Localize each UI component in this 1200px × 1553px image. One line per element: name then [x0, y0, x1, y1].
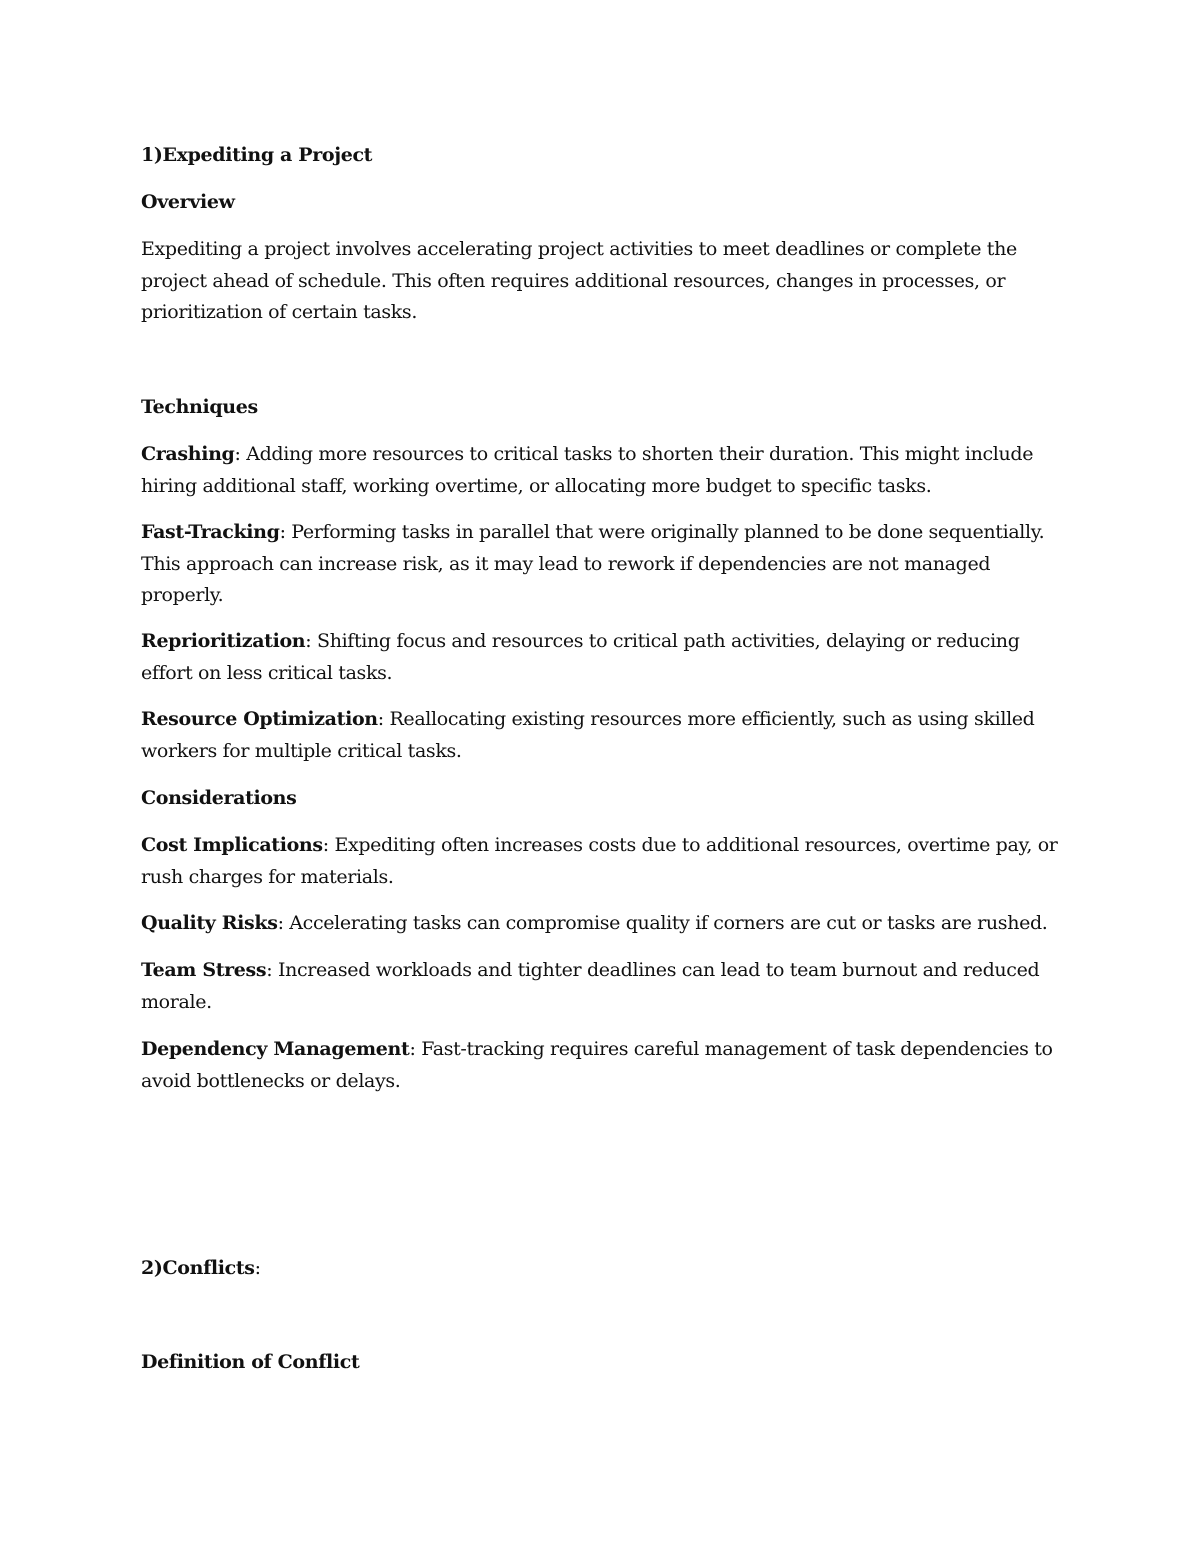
- overview-paragraph: Expediting a project involves accelerating project activities to meet deadlines or complete the project ahead of schedule. This often requires additional resources, changes in processes, or prioritization of certain tasks.: [141, 238, 1017, 323]
- section2-title: [141, 1253, 1071, 1285]
- term-description: : Expediting often increases costs due to additional resources, overtime pay, or rush charges for materials.: [141, 834, 1058, 888]
- term-label: Cost Implications: [141, 834, 323, 856]
- term-label: Dependency Management: [141, 1038, 410, 1060]
- consideration-team-stress: [141, 955, 1071, 1018]
- techniques-heading: Techniques: [141, 396, 258, 418]
- term-description: : Fast-tracking requires careful management of task dependencies to avoid bottlenecks or delays.: [141, 1038, 1053, 1092]
- technique-crashing: [141, 439, 1071, 502]
- term-label: Resource Optimization: [141, 708, 378, 730]
- technique-fast-tracking: [141, 517, 1071, 612]
- technique-resource-optimization: [141, 704, 1071, 767]
- term-label: Fast-Tracking: [141, 521, 280, 543]
- considerations-heading: Considerations: [141, 787, 297, 809]
- term-label: Quality Risks: [141, 912, 278, 934]
- section2-title-text: 2)Conflicts: [141, 1257, 255, 1279]
- term-description: : Increased workloads and tighter deadlines can lead to team burnout and reduced morale.: [141, 959, 1040, 1013]
- technique-reprioritization: [141, 626, 1071, 689]
- term-label: Crashing: [141, 443, 235, 465]
- term-description: : Shifting focus and resources to critical path activities, delaying or reducing effort on less critical tasks.: [141, 630, 1020, 684]
- section2-title-suffix: :: [254, 1257, 261, 1279]
- definition-heading: Definition of Conflict: [141, 1351, 360, 1373]
- consideration-dependency: [141, 1034, 1071, 1097]
- overview-heading: Overview: [141, 191, 235, 213]
- consideration-quality: [141, 908, 1071, 940]
- consideration-cost: [141, 830, 1071, 893]
- term-description: : Reallocating existing resources more efficiently, such as using skilled workers for multiple critical tasks.: [141, 708, 1035, 762]
- term-label: Team Stress: [141, 959, 267, 981]
- term-description: : Performing tasks in parallel that were originally planned to be done sequentially. This approach can increase risk, as it may lead to rework if dependencies are not managed properly.: [141, 521, 1045, 606]
- section1-title: 1)Expediting a Project: [141, 144, 373, 166]
- term-label: Reprioritization: [141, 630, 306, 652]
- term-description: : Accelerating tasks can compromise quality if corners are cut or tasks are rushed.: [277, 912, 1048, 934]
- term-description: : Adding more resources to critical tasks to shorten their duration. This might include hiring additional staff, working overtime, or allocating more budget to specific tasks.: [141, 443, 1034, 497]
